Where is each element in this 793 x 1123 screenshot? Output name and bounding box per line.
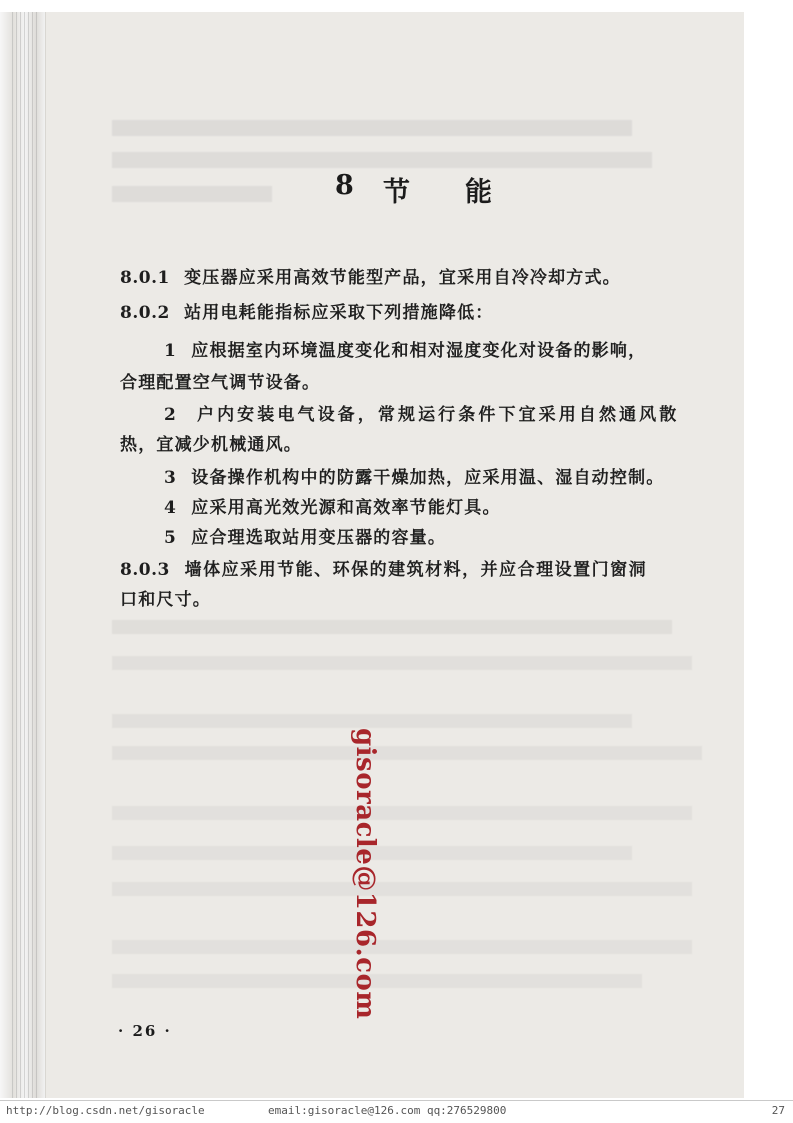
list-item-continuation xyxy=(120,368,320,393)
list-item xyxy=(164,463,664,488)
item-number: 1 xyxy=(164,341,178,361)
clause-8-0-1 xyxy=(120,263,621,288)
item-number: 4 xyxy=(164,498,178,518)
chapter-title-char-1: 节 xyxy=(383,177,410,208)
clause-number: 8.0.1 xyxy=(120,268,170,288)
chapter-number: 8 xyxy=(335,170,354,201)
item-text: 合理配置空气调节设备。 xyxy=(120,373,321,393)
chapter-title-char-2: 能 xyxy=(465,177,492,208)
footer-bar xyxy=(0,1100,793,1123)
footer-page-index: 27 xyxy=(771,1104,785,1117)
item-text: 应采用高光效光源和高效率节能灯具。 xyxy=(191,498,501,518)
list-item xyxy=(164,523,446,548)
clause-8-0-2 xyxy=(120,298,493,323)
item-number: 5 xyxy=(164,528,178,548)
item-text: 热，宜减少机械通风。 xyxy=(120,435,302,455)
list-item-continuation xyxy=(120,430,302,455)
list-item xyxy=(164,400,679,425)
item-text: 设备操作机构中的防露干燥加热，应采用温、湿自动控制。 xyxy=(191,468,665,488)
item-text: 应合理选取站用变压器的容量。 xyxy=(191,528,447,548)
item-number: 2 xyxy=(164,405,179,425)
email-watermark xyxy=(350,728,381,1020)
footer-blog-link[interactable]: http://blog.csdn.net/gisoracle xyxy=(6,1104,205,1117)
clause-continuation xyxy=(120,585,211,610)
clause-text: 站用电耗能指标应采取下列措施降低： xyxy=(184,303,494,323)
clause-number: 8.0.2 xyxy=(120,303,170,323)
clause-text: 墙体应采用节能、环保的建筑材料，并应合理设置门窗洞 xyxy=(184,560,648,580)
page-number: · 26 · xyxy=(118,1022,172,1040)
footer-contact: email:gisoracle@126.com qq:276529800 xyxy=(268,1104,507,1117)
list-item xyxy=(164,336,646,361)
list-item xyxy=(164,493,501,518)
item-number: 3 xyxy=(164,468,178,488)
chapter-heading xyxy=(0,170,793,210)
watermark-text: gisoracle@126.com xyxy=(350,728,380,1020)
clause-text: 口和尺寸。 xyxy=(120,590,211,610)
item-text: 应根据室内环境温度变化和相对湿度变化对设备的影响， xyxy=(191,341,647,361)
item-text: 户内安装电气设备，常规运行条件下宜采用自然通风散 xyxy=(196,405,680,425)
clause-number: 8.0.3 xyxy=(120,560,170,580)
clause-8-0-3 xyxy=(120,555,647,580)
clause-text: 变压器应采用高效节能型产品，宜采用自冷冷却方式。 xyxy=(184,268,621,288)
